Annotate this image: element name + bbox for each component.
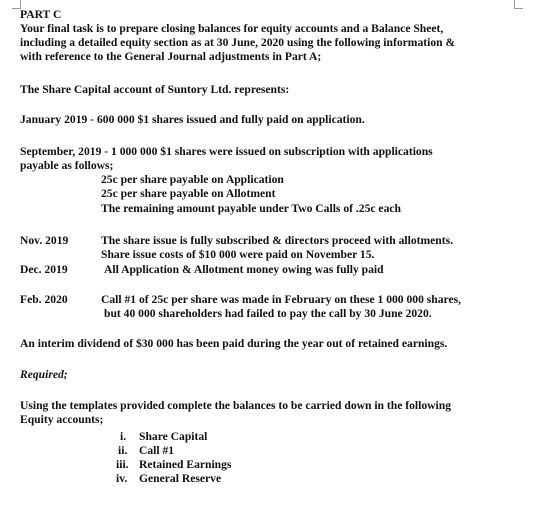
account-name: Retained Earnings — [139, 458, 232, 471]
required-label: Required; — [20, 368, 68, 381]
payment-term: 25c per share payable on Allotment — [101, 187, 276, 200]
event-text: but 40 000 shareholders had failed to pay the call by 30 June 2020. — [104, 307, 432, 320]
intro-line: including a detailed equity section as at 30 June, 2020 using the following information & — [20, 36, 456, 49]
event-text: The share issue is fully subscribed & directors proceed with allotments. — [101, 234, 454, 247]
account-number: ii. — [118, 444, 128, 457]
account-name: Share Capital — [139, 430, 208, 443]
payment-term: 25c per share payable on Application — [101, 173, 284, 186]
instruction-line: Using the templates provided complete the balances to be carried down in the following — [20, 399, 451, 412]
event-text: Share issue costs of $10 000 were paid on November 15. — [101, 248, 375, 261]
september-2019-entry: September, 2019 - 1 000 000 $1 shares were issued on subscription with applications — [20, 145, 433, 158]
event-date: Nov. 2019 — [20, 234, 69, 247]
september-2019-entry: payable as follows; — [20, 159, 114, 172]
account-number: iv. — [116, 472, 128, 485]
account-number: iii. — [116, 458, 129, 471]
account-name: Call #1 — [139, 444, 175, 457]
payment-term: The remaining amount payable under Two Calls of .25c each — [101, 202, 401, 215]
event-text: Call #1 of 25c per share was made in February on these 1 000 000 shares, — [101, 293, 462, 306]
event-text: All Application & Allotment money owing was fully paid — [104, 263, 384, 276]
page-corner-mark-right — [514, 0, 523, 9]
event-date: Feb. 2020 — [20, 293, 68, 306]
part-heading: PART C — [20, 8, 62, 21]
january-2019-entry: January 2019 - 600 000 $1 shares issued and fully paid on application. — [20, 113, 365, 126]
intro-line: Your final task is to prepare closing balances for equity accounts and a Balance Sheet, — [20, 22, 444, 35]
share-capital-intro: The Share Capital account of Suntory Ltd. represents: — [20, 83, 290, 96]
event-date: Dec. 2019 — [20, 263, 68, 276]
account-number: i. — [120, 430, 127, 443]
dividend-note: An interim dividend of $30 000 has been paid during the year out of retained earnings. — [20, 337, 448, 350]
instruction-line: Equity accounts; — [20, 413, 104, 426]
account-name: General Reserve — [139, 472, 222, 485]
intro-line: with reference to the General Journal adjustments in Part A; — [20, 50, 322, 63]
